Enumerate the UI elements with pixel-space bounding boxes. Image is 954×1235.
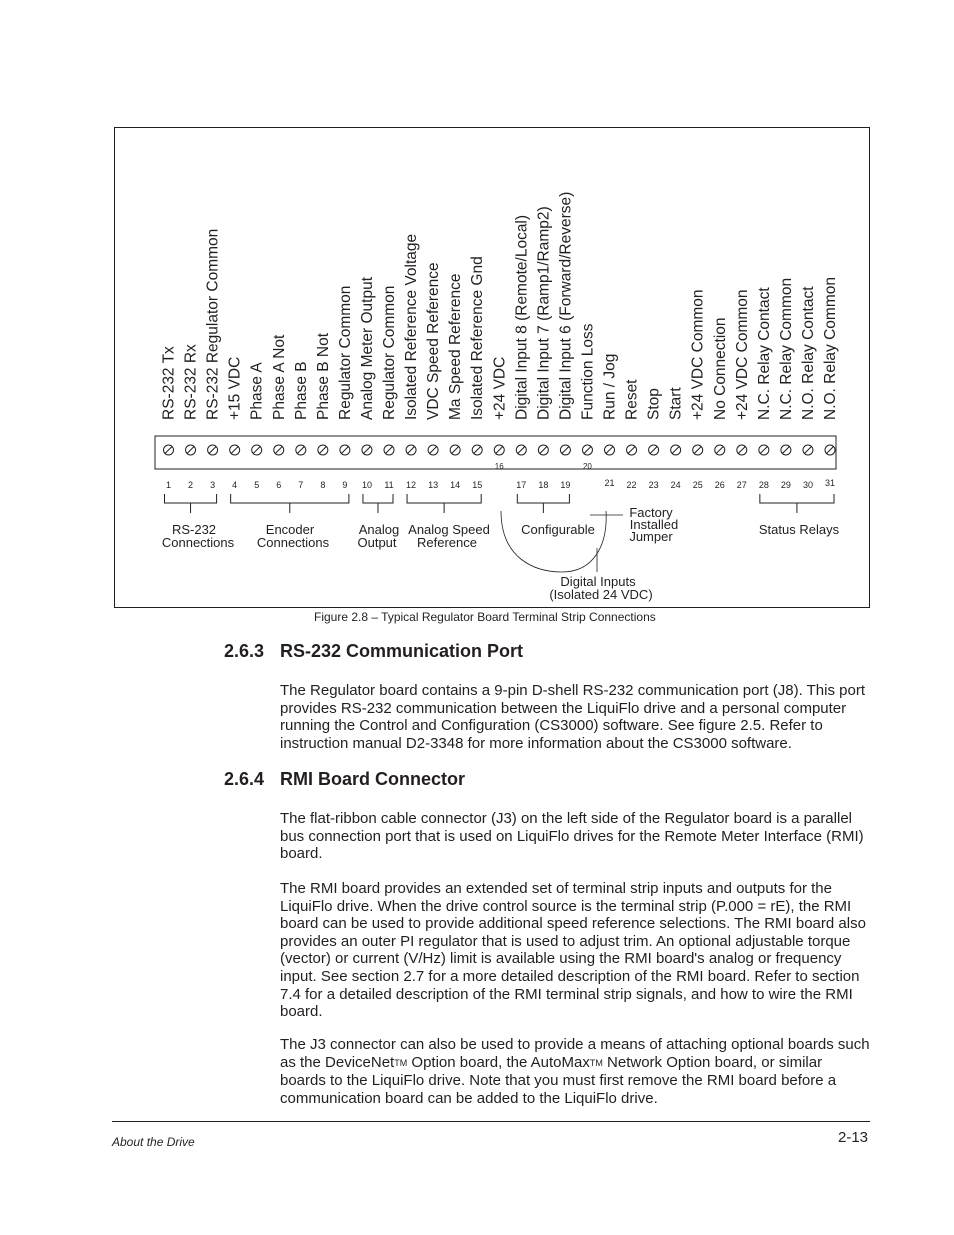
terminal-label: N.O. Relay Common bbox=[822, 277, 839, 420]
terminal-number: 16 bbox=[494, 462, 504, 471]
terminal-label: N.O. Relay Contact bbox=[799, 286, 817, 420]
terminal-number: 22 bbox=[626, 480, 637, 490]
terminal-label: +24 VDC Common bbox=[689, 289, 707, 420]
terminal-label: Digital Input 8 (Remote/Local) bbox=[513, 214, 531, 420]
encoder-group-label-2: Connections bbox=[256, 535, 330, 550]
digital-inputs-label: Digital Inputs bbox=[560, 574, 636, 589]
screw-slot-icon bbox=[760, 447, 767, 454]
terminal-number: 30 bbox=[802, 480, 813, 490]
screw-slot-icon bbox=[782, 447, 789, 454]
screw-slot-icon bbox=[804, 447, 811, 454]
factory-jumper-label-3: Jumper bbox=[629, 529, 673, 544]
terminal-number: 23 bbox=[648, 480, 659, 490]
group-bracket bbox=[231, 494, 349, 503]
screw-slot-icon bbox=[694, 447, 701, 454]
terminal-strip-diagram bbox=[115, 128, 871, 609]
terminal-label: Isolated Reference Voltage bbox=[403, 233, 421, 420]
screw-slot-icon bbox=[253, 447, 260, 454]
terminal-label: Phase A Not bbox=[270, 334, 288, 420]
terminal-label: Reset bbox=[623, 379, 641, 420]
terminal-label: Regulator Common bbox=[381, 285, 398, 420]
analog-output-label: Analog bbox=[358, 522, 400, 537]
screw-slot-icon bbox=[474, 447, 481, 454]
terminal-number: 29 bbox=[780, 480, 791, 490]
trademark-mark: TM bbox=[394, 1057, 408, 1068]
screw-slot-icon bbox=[209, 447, 216, 454]
terminal-number: 15 bbox=[472, 480, 483, 490]
terminal-label: +24 VDC Common bbox=[733, 289, 751, 420]
terminal-label: Ma Speed Reference bbox=[447, 273, 465, 420]
terminal-label: Run / Jog bbox=[601, 353, 619, 420]
group-bracket bbox=[363, 494, 393, 503]
screw-slot-icon bbox=[606, 447, 613, 454]
analog-output-label-2: Output bbox=[357, 535, 397, 550]
group-bracket bbox=[760, 494, 834, 503]
screw-slot-icon bbox=[518, 447, 525, 454]
terminal-number: 28 bbox=[758, 480, 769, 490]
terminal-number: 12 bbox=[406, 480, 417, 490]
terminal-label: Phase B bbox=[292, 361, 310, 420]
text-run: Option board, the AutoMax bbox=[407, 1053, 590, 1071]
terminal-number: 21 bbox=[604, 478, 615, 488]
section-number: 2.6.4 bbox=[224, 769, 265, 789]
screw-slot-icon bbox=[341, 447, 348, 454]
paragraph-rs232: The Regulator board contains a 9-pin D-shell RS-232 communication port (J8). This port provides RS-232 communication between the LiquiFlo drive and a personal computer running the Control and Configuration (CS3000) software. See figure 2.5. Refer to instruction manual D2-3348 for more information about the CS3000 software. bbox=[280, 682, 865, 752]
terminal-label: Stop bbox=[645, 388, 663, 420]
group-bracket bbox=[517, 494, 569, 503]
terminal-label: Digital Input 6 (Forward/Reverse) bbox=[557, 191, 575, 420]
screw-slot-icon bbox=[319, 447, 326, 454]
rs232-group-label-2: Connections bbox=[161, 535, 235, 550]
terminal-number: 19 bbox=[560, 480, 571, 490]
group-bracket bbox=[165, 494, 217, 503]
terminal-number: 14 bbox=[450, 480, 461, 490]
terminal-number: 13 bbox=[428, 480, 439, 490]
text-run: The J3 connector can also be used to provide a means of attaching optional boards such as the DeviceNet bbox=[280, 1036, 870, 1071]
screw-slot-icon bbox=[430, 447, 437, 454]
terminal-label: N.C. Relay Common bbox=[777, 277, 795, 420]
terminal-number: 24 bbox=[670, 480, 681, 490]
paragraph-rmi-1: The flat-ribbon cable connector (J3) on the left side of the Regulator board is a parallel bus connection port that is used on LiquiFlo drives for the Remote Meter Interface (RMI) board. bbox=[280, 810, 864, 863]
digital-inputs-arc bbox=[501, 511, 606, 572]
screw-slot-icon bbox=[363, 447, 370, 454]
screw-slot-icon bbox=[738, 447, 745, 454]
terminal-screws bbox=[164, 445, 836, 455]
terminal-label: RS-232 Rx bbox=[182, 344, 200, 420]
terminal-label: Isolated Reference Gnd bbox=[469, 256, 487, 420]
terminal-label: Phase B Not bbox=[314, 332, 332, 420]
screw-slot-icon bbox=[165, 447, 172, 454]
configurable-label: Configurable bbox=[521, 522, 595, 537]
screw-slot-icon bbox=[562, 447, 569, 454]
text-run: Network Option board, or similar boards to the LiquiFlo drive. Note that you must first remove the RMI board before a communication board can be added to the LiquiFlo drive. bbox=[280, 1053, 837, 1107]
screw-slot-icon bbox=[716, 447, 723, 454]
screw-slot-icon bbox=[275, 447, 282, 454]
section-heading-2-6-4 bbox=[224, 769, 465, 790]
terminal-label: Digital Input 7 (Ramp1/Ramp2) bbox=[535, 206, 553, 420]
terminal-number: 5 bbox=[254, 480, 260, 490]
terminal-label: Regulator Common bbox=[336, 285, 354, 420]
terminal-label: N.C. Relay Contact bbox=[755, 287, 773, 420]
terminal-label: RS-232 Tx bbox=[160, 346, 178, 420]
terminal-number: 3 bbox=[210, 480, 216, 490]
terminal-number: 6 bbox=[276, 480, 282, 490]
screw-slot-icon bbox=[650, 447, 657, 454]
paragraph-rmi-2: The RMI board provides an extended set of terminal strip inputs and outputs for the LiquiFlo drive. When the drive control source is the terminal strip (P.000 = rE), the RMI board can be used to provide additional speed reference selections. The RMI board also provides an outer PI regulator that is used to adjust trim. An optional adjustable torque (vector) or current (V/Hz) limit is available using the RMI board's analog or frequency input. See section 2.7 for a more detailed description of the RMI board. Refer to section 7.4 for a detailed description of the RMI terminal strip signals, and how to wire the RMI board. bbox=[280, 880, 866, 1021]
status-relays-label: Status Relays bbox=[758, 522, 840, 537]
section-number: 2.6.3 bbox=[224, 641, 265, 661]
analog-speed-label: Analog Speed bbox=[408, 522, 490, 537]
terminal-label: Phase A bbox=[248, 362, 266, 420]
terminal-label: Analog Meter Output bbox=[358, 276, 376, 420]
screw-slot-icon bbox=[408, 447, 415, 454]
terminal-label: RS-232 Regulator Common bbox=[204, 228, 222, 420]
screw-slot-icon bbox=[452, 447, 459, 454]
digital-inputs-label-2: (Isolated 24 VDC) bbox=[549, 587, 653, 602]
trademark-mark: TM bbox=[589, 1057, 603, 1068]
screw-slot-icon bbox=[540, 447, 547, 454]
footer-rule bbox=[112, 1121, 870, 1122]
terminal-number: 2 bbox=[188, 480, 194, 490]
terminal-number: 18 bbox=[538, 480, 549, 490]
terminal-label: No Connection bbox=[711, 317, 729, 420]
terminal-number: 8 bbox=[320, 480, 326, 490]
terminal-number: 11 bbox=[384, 480, 394, 490]
group-bracket bbox=[407, 494, 481, 503]
rs232-group-label: RS-232 bbox=[171, 522, 217, 537]
screw-slot-icon bbox=[187, 447, 194, 454]
terminal-label: VDC Speed Reference bbox=[425, 262, 443, 420]
group-brackets bbox=[165, 494, 835, 513]
terminal-label: Function Loss bbox=[579, 323, 597, 420]
terminal-number: 7 bbox=[298, 480, 304, 490]
section-title: RS-232 Communication Port bbox=[280, 641, 524, 661]
screw-slot-icon bbox=[628, 447, 635, 454]
analog-speed-label-2: Reference bbox=[417, 535, 477, 550]
terminal-number: 31 bbox=[824, 478, 836, 488]
terminal-label: +15 VDC bbox=[226, 356, 244, 420]
terminal-number: 10 bbox=[361, 480, 372, 490]
figure-caption: Figure 2.8 – Typical Regulator Board Terminal Strip Connections bbox=[314, 610, 656, 624]
factory-jumper-label-2: Installed bbox=[629, 517, 679, 532]
paragraph-rmi-3 bbox=[280, 1036, 872, 1107]
page-number: 2-13 bbox=[838, 1129, 869, 1146]
factory-jumper-label: Factory bbox=[629, 505, 673, 520]
screw-slot-icon bbox=[672, 447, 679, 454]
terminal-number: 4 bbox=[232, 480, 238, 490]
terminal-number: 27 bbox=[736, 480, 747, 490]
screw-slot-icon bbox=[231, 447, 238, 454]
terminal-label: +24 VDC bbox=[491, 356, 509, 420]
screw-slot-icon bbox=[827, 447, 834, 454]
terminal-number: 1 bbox=[165, 480, 172, 490]
section-title: RMI Board Connector bbox=[280, 769, 466, 789]
screw-slot-icon bbox=[496, 447, 503, 454]
terminal-number: 20 bbox=[582, 462, 592, 471]
encoder-group-label: Encoder bbox=[265, 522, 315, 537]
terminal-labels bbox=[161, 192, 840, 420]
footer-section-name: About the Drive bbox=[112, 1135, 195, 1149]
terminal-number: 17 bbox=[516, 480, 527, 490]
terminal-numbers bbox=[166, 462, 835, 490]
screw-slot-icon bbox=[297, 447, 304, 454]
terminal-number: 25 bbox=[692, 480, 703, 490]
screw-slot-icon bbox=[584, 447, 591, 454]
terminal-label: Start bbox=[667, 387, 685, 420]
terminal-number: 26 bbox=[714, 480, 725, 490]
section-heading-2-6-3 bbox=[224, 641, 523, 662]
screw-slot-icon bbox=[386, 447, 393, 454]
terminal-number: 9 bbox=[342, 480, 348, 490]
figure-frame bbox=[114, 127, 870, 608]
